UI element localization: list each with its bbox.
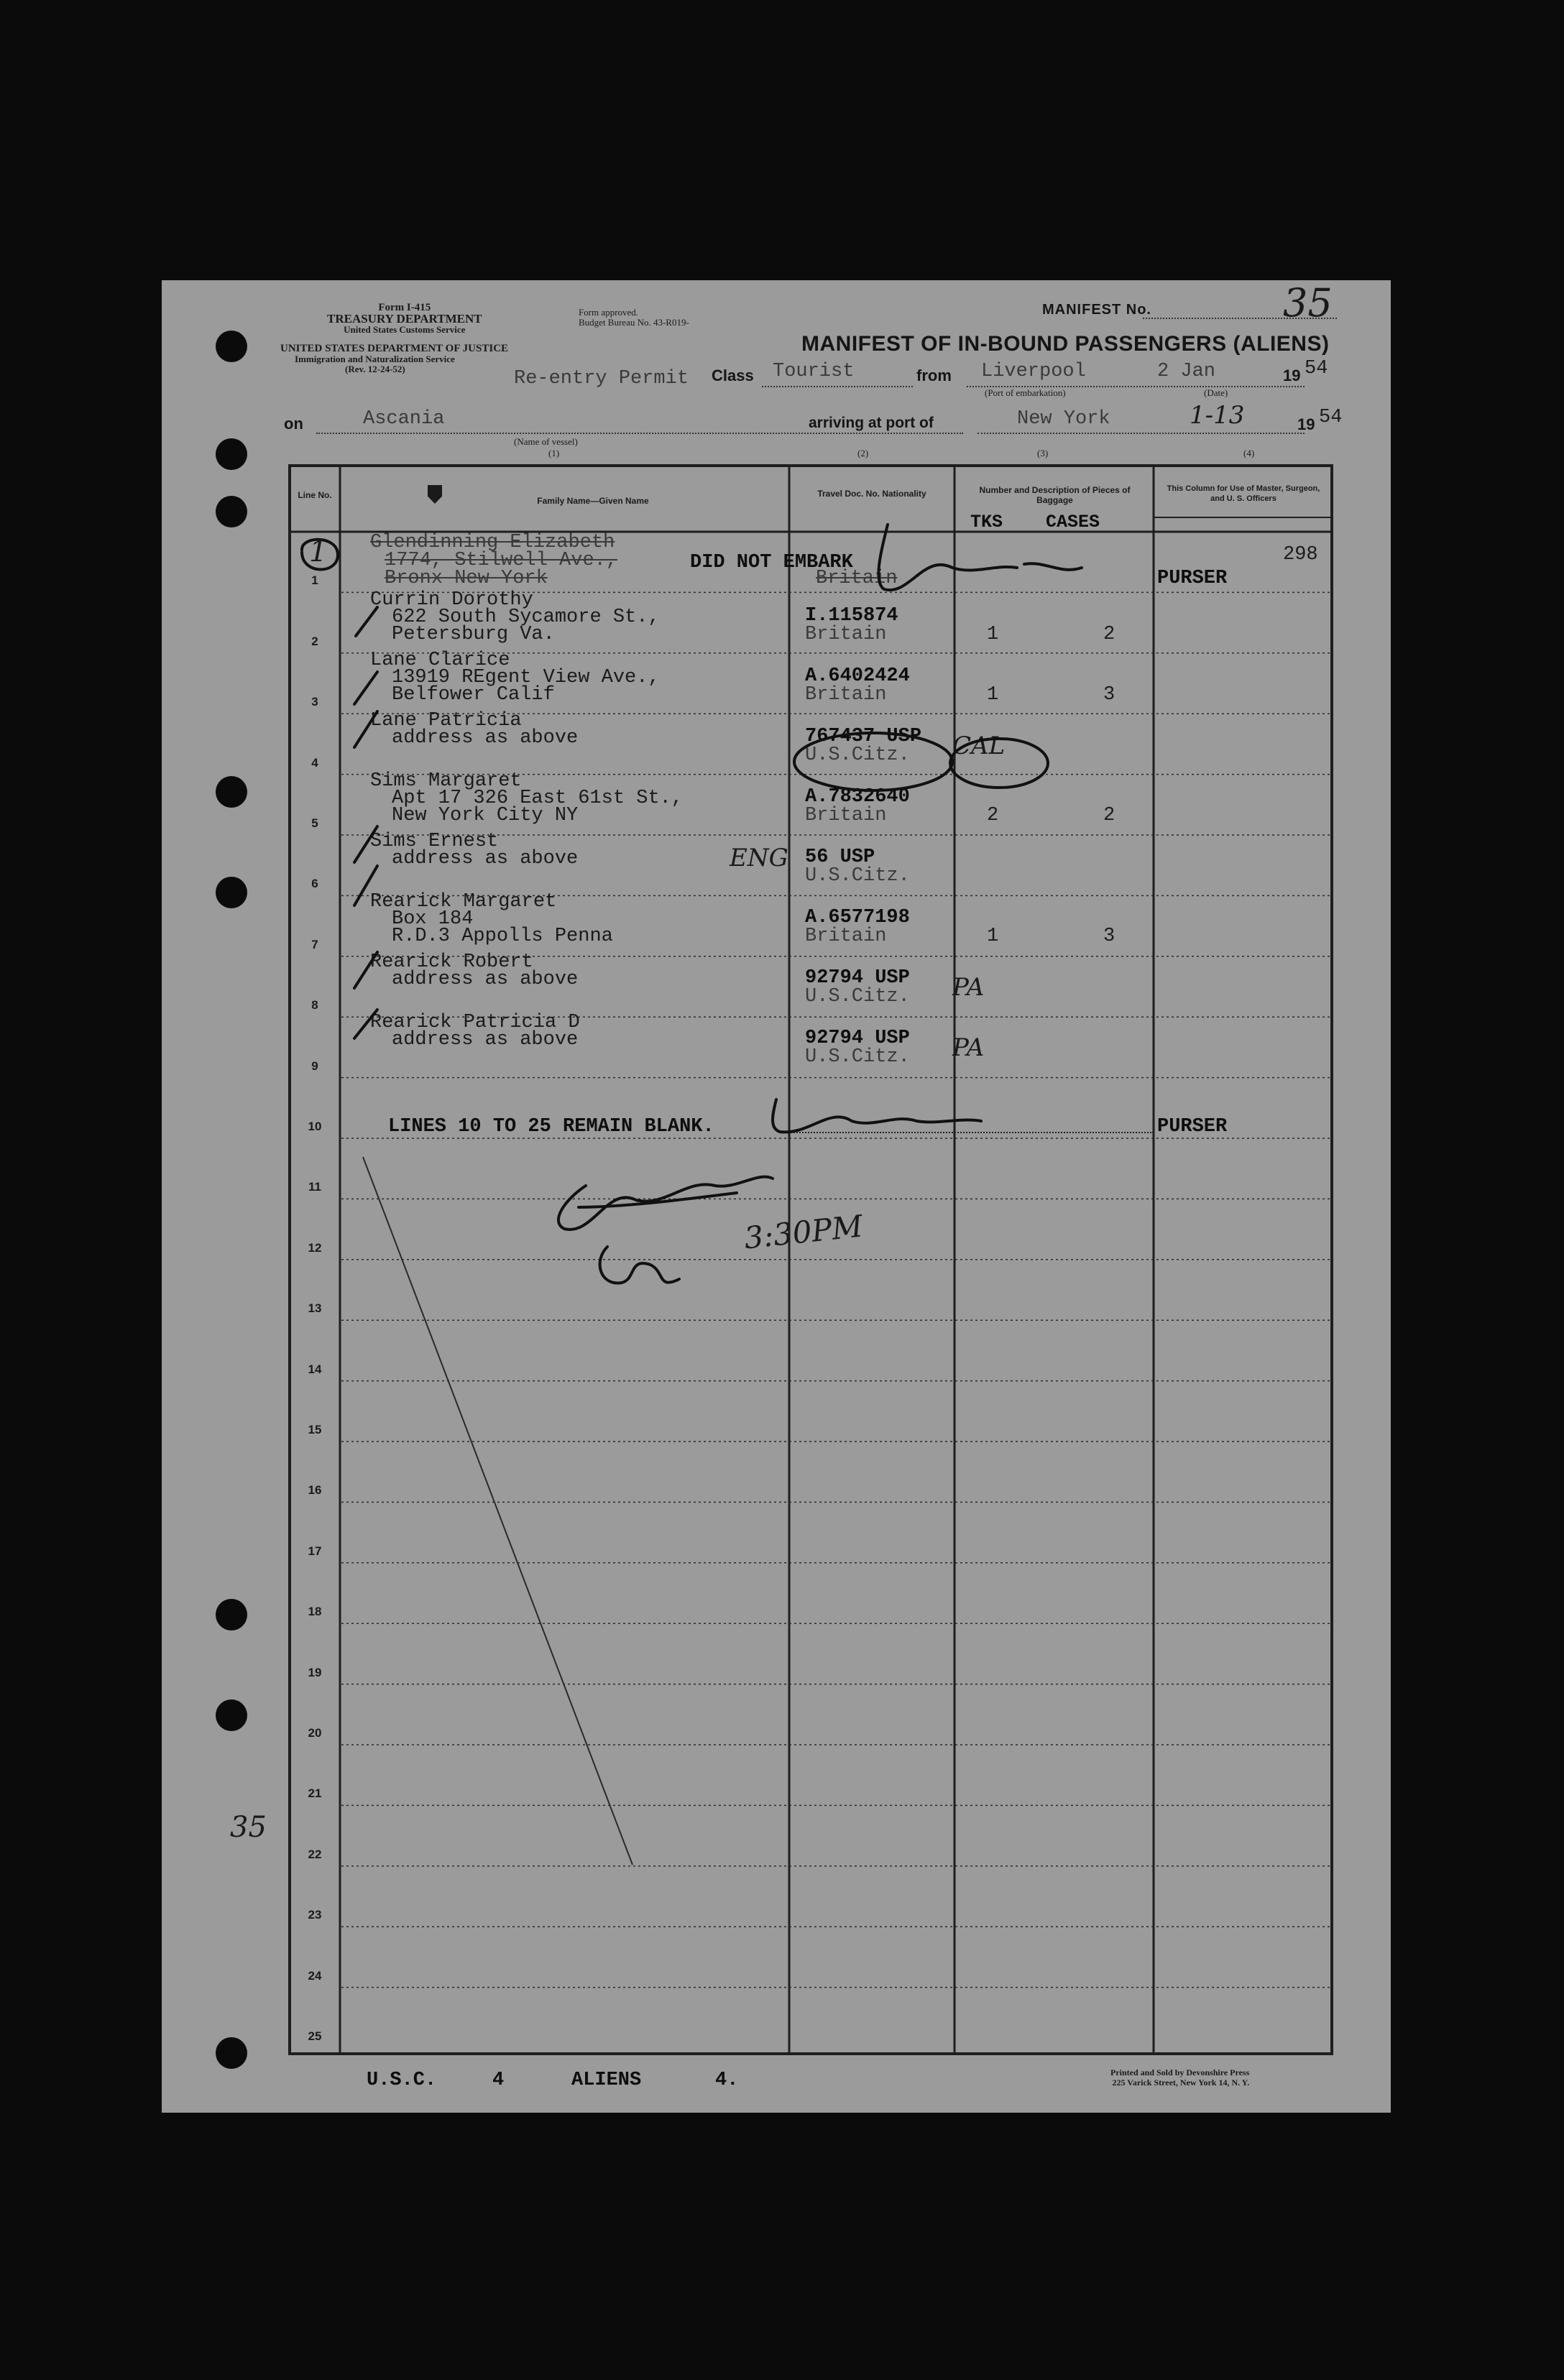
line-number: 3: [311, 695, 318, 709]
footer-aliens: ALIENS: [571, 2070, 642, 2091]
entry-annotation: ENG: [730, 844, 788, 872]
customs-service: United States Customs Service: [344, 324, 466, 335]
entry-travel-doc: A.6402424: [805, 665, 910, 687]
line-number: 18: [308, 1605, 322, 1619]
entry-nationality: U.S.Citz.: [805, 986, 910, 1007]
entry-address: address as above: [392, 848, 579, 870]
caption-4: (4): [1243, 448, 1255, 458]
blank-lines-note: LINES 10 TO 25 REMAIN BLANK.: [388, 1116, 714, 1138]
line-number: 12: [308, 1240, 322, 1255]
note-circle: [950, 739, 1048, 788]
col-line-no: Line No.: [298, 490, 332, 500]
reentry-permit: Re-entry Permit: [514, 368, 689, 389]
entry-1-city: Bronx New York: [385, 568, 548, 589]
caption-1: (1): [548, 448, 560, 458]
col-travel-doc: Travel Doc. No. Nationality: [817, 489, 926, 499]
line-number: 25: [308, 2029, 322, 2043]
entry-name: Lane Patricia: [370, 710, 522, 732]
entry-cases: 2: [1103, 805, 1116, 826]
entry-name: Currin Dorothy: [370, 589, 533, 611]
line-number: 14: [308, 1362, 322, 1376]
purser-signature-1: [878, 525, 1082, 590]
entry-travel-doc: A.7832640: [805, 786, 910, 808]
revision-date: (Rev. 12-24-52): [345, 364, 405, 374]
entry-annotation: PA: [952, 1033, 985, 1062]
line-number: 6: [311, 877, 318, 891]
entry-city: New York City NY: [392, 805, 579, 826]
entry-nationality: U.S.Citz.: [805, 865, 910, 887]
vessel-value: Ascania: [363, 408, 445, 430]
purser-label-1: PURSER: [1157, 568, 1228, 589]
col-officers: This Column for Use of Master, Surgeon, and U. S. Officers: [1167, 484, 1320, 503]
printer-line-2: 225 Varick Street, New York 14, N. Y.: [1112, 2077, 1250, 2088]
line-number: 2: [311, 634, 318, 648]
line-number: 24: [308, 1968, 322, 1983]
entry-travel-doc: A.6577198: [805, 907, 910, 928]
caption-2: (2): [857, 448, 869, 458]
year2-value: 54: [1319, 407, 1343, 428]
form-approved: Form approved.: [579, 307, 639, 318]
col-baggage: Number and Description of Pieces of Baggage: [979, 485, 1131, 505]
entry-cases: 3: [1103, 926, 1116, 947]
entry-travel-doc: 56 USP: [805, 847, 875, 868]
line-number: 9: [311, 1058, 318, 1073]
entry-city: R.D.3 Appolls Penna: [392, 926, 613, 947]
entry-address: Box 184: [392, 908, 474, 930]
entry-tks: 1: [987, 684, 999, 706]
class-value: Tourist: [773, 361, 855, 382]
purser-signature-2: [773, 1099, 981, 1132]
line-number: 5: [311, 816, 318, 830]
line-number: 10: [308, 1120, 322, 1133]
entry-tks: 1: [987, 624, 999, 645]
entry-cases: 3: [1103, 684, 1116, 706]
printer-line-1: Printed and Sold by Devonshire Press: [1110, 2067, 1250, 2077]
form-title: MANIFEST OF IN-BOUND PASSENGERS (ALIENS): [801, 332, 1330, 356]
line-number: 11: [308, 1180, 321, 1194]
form-number: Form I-415: [378, 302, 431, 313]
year2-prefix: 19: [1297, 415, 1315, 433]
entry-city: Petersburg Va.: [392, 624, 555, 645]
entry-tks: 2: [987, 805, 999, 826]
entry-nationality: Britain: [805, 926, 887, 947]
inspector-signature: [558, 1177, 773, 1230]
entry-travel-doc: I.115874: [805, 605, 898, 627]
inspector-initials: [600, 1247, 679, 1283]
year1-value: 54: [1305, 358, 1328, 379]
entry-tks: 1: [987, 926, 999, 947]
did-not-embark: DID NOT EMBARK: [690, 552, 853, 573]
budget-bureau: Budget Bureau No. 43-R019-: [579, 317, 689, 328]
entry-1-address: 1774, Stilwell Ave.,: [385, 550, 618, 571]
line-number: 21: [308, 1786, 322, 1801]
manifest-no-value: 35: [1283, 280, 1333, 326]
entry-nationality: U.S.Citz.: [805, 1046, 910, 1068]
entry-address: 13919 REgent View Ave.,: [392, 667, 660, 688]
line-number: 20: [308, 1726, 322, 1740]
on-label: on: [284, 415, 303, 433]
from-value: Liverpool: [981, 361, 1086, 382]
footer-usc: U.S.C.: [367, 2070, 437, 2091]
line-number: 7: [311, 937, 318, 951]
entry-address: Apt 17 326 East 61st St.,: [392, 788, 684, 809]
entry-address: 622 South Sycamore St.,: [392, 606, 660, 628]
col-tks: TKS: [970, 512, 1003, 532]
purser-label-2: PURSER: [1157, 1116, 1228, 1138]
col-cases: CASES: [1046, 512, 1100, 532]
line-number: 23: [308, 1908, 322, 1922]
entry-1-nationality: Britain: [816, 568, 898, 589]
margin-number: 35: [230, 1811, 267, 1844]
justice-dept: UNITED STATES DEPARTMENT OF JUSTICE: [280, 343, 509, 354]
manifest-sheet: [162, 280, 1391, 2113]
check-marks: [354, 607, 377, 1038]
arriving-label: arriving at port of: [809, 415, 934, 431]
officer-number: 298: [1283, 544, 1318, 566]
port-value: New York: [1017, 408, 1110, 430]
entry-name: Sims Ernest: [370, 831, 499, 852]
caption-3: (3): [1037, 448, 1049, 458]
printer-block: [1110, 2067, 1249, 2088]
entry-annotation: PA: [952, 973, 985, 1002]
treasury-dept: TREASURY DEPARTMENT: [327, 312, 482, 326]
ins-service: Immigration and Naturalization Service: [295, 354, 455, 364]
year1-prefix: 19: [1283, 366, 1301, 384]
entry-nationality: U.S.Citz.: [805, 744, 910, 766]
line-number: 13: [308, 1301, 322, 1316]
entry-annotation: CAL: [952, 732, 1006, 760]
date-caption: (Date): [1204, 387, 1228, 398]
line-number: 19: [308, 1665, 322, 1679]
entry-nationality: Britain: [805, 684, 887, 706]
footer-usc-count: 4: [492, 2070, 505, 2091]
entry-address: address as above: [392, 969, 579, 990]
entry-address: address as above: [392, 1029, 579, 1051]
class-label: Class: [712, 366, 754, 384]
line-number: 4: [311, 755, 318, 770]
col-family-name: Family Name—Given Name: [537, 496, 649, 506]
line-number: 16: [308, 1483, 322, 1498]
entry-address: address as above: [392, 727, 579, 749]
entry-cases: 2: [1103, 624, 1116, 645]
arrival-time: 3:30PM: [742, 1208, 865, 1256]
entry-1-name: Glendinning Elizabeth: [370, 532, 615, 553]
handwriting-marks: [162, 280, 1391, 2113]
entry-name: Rearick Patricia D: [370, 1012, 580, 1033]
entry-name: Lane Clarice: [370, 650, 510, 671]
entry-nationality: Britain: [805, 805, 887, 826]
entry-travel-doc: 767437 USP: [805, 726, 922, 747]
entry-nationality: Britain: [805, 624, 887, 645]
date1-value: 2 Jan: [1157, 361, 1216, 382]
entry-name: Sims Margaret: [370, 770, 522, 792]
line-number: 1: [311, 573, 318, 588]
entry-city: Belfower Calif: [392, 684, 555, 706]
circled-line-number: 1: [309, 535, 328, 568]
port-caption: (Port of embarkation): [985, 387, 1066, 398]
footer-aliens-count: 4.: [715, 2070, 739, 2091]
arrival-date-value: 1-13: [1190, 401, 1245, 430]
line-number: 8: [311, 998, 318, 1013]
line-number: 17: [308, 1544, 322, 1558]
entry-travel-doc: 92794 USP: [805, 1028, 910, 1049]
line-number: 22: [308, 1847, 322, 1861]
manifest-no-label: MANIFEST No.: [1042, 302, 1151, 318]
entry-name: Rearick Margaret: [370, 891, 557, 913]
entry-travel-doc: 92794 USP: [805, 967, 910, 989]
from-label: from: [916, 366, 952, 384]
vessel-caption: (Name of vessel): [514, 436, 578, 447]
line-number: 15: [308, 1423, 322, 1436]
entry-name: Rearick Robert: [370, 951, 533, 973]
doc-circle: [794, 733, 952, 790]
